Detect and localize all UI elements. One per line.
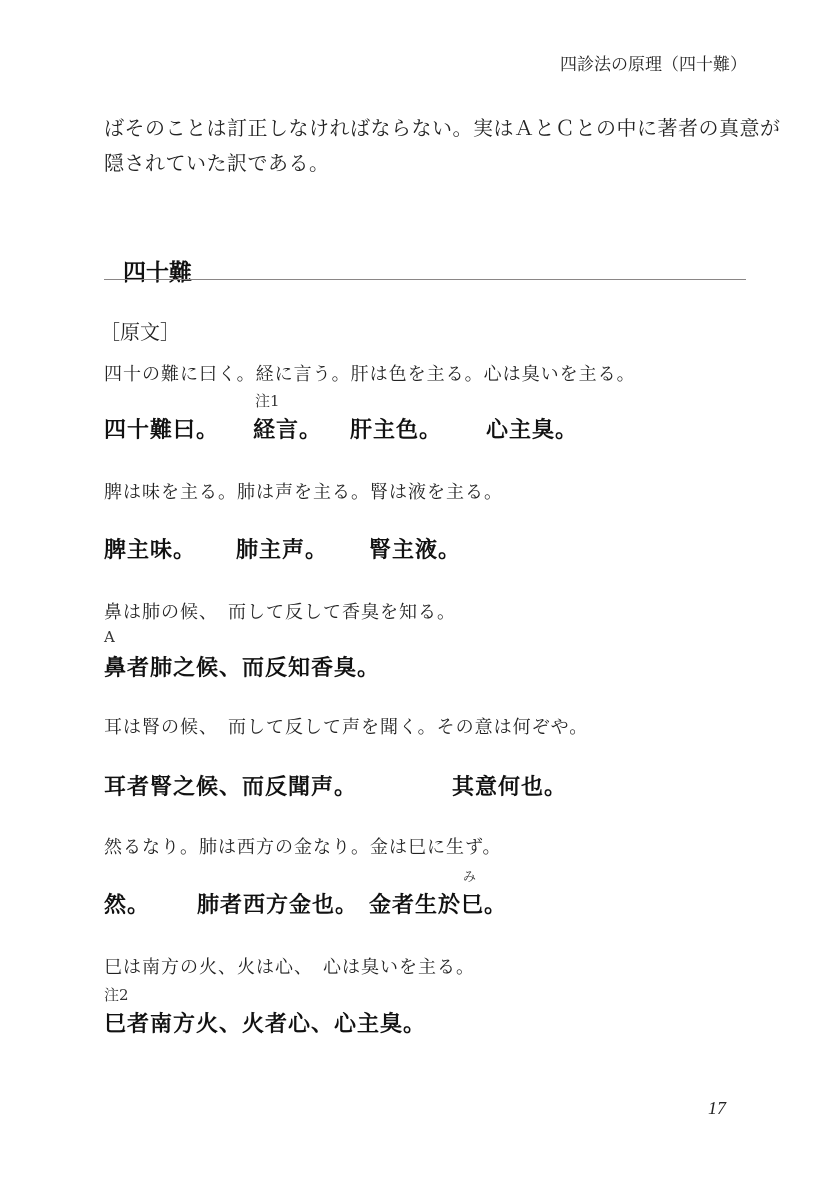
ruby-mi: み — [463, 870, 477, 885]
note-marker-1: 注1 — [255, 392, 280, 410]
original-line-4-b: 其意何也。 — [452, 774, 568, 800]
original-line-2-c: 腎主液。 — [369, 537, 462, 563]
original-line-5-a: 然。 — [104, 892, 151, 918]
running-head: 四診法の原理（四十難） — [560, 55, 747, 75]
original-line-1-c: 肝主色。 — [350, 417, 443, 443]
translation-line-1: 四十の難に曰く。経に言う。肝は色を主る。心は臭いを主る。 — [104, 364, 636, 385]
original-line-3: 鼻者肺之候、而反知香臭。 — [104, 655, 381, 681]
translation-line-5: 然るなり。肺は西方の金なり。金は巳に生ず。 — [104, 837, 502, 858]
original-line-5-c: 金者生於巳。 — [369, 892, 508, 918]
section-divider — [104, 279, 746, 280]
original-line-4-a: 耳者腎之候、而反聞声。 — [104, 774, 358, 800]
original-line-2-a: 脾主味。 — [104, 537, 197, 563]
original-text-subheading: ［原文］ — [100, 320, 180, 344]
note-marker-a: A — [104, 628, 115, 646]
translation-line-3: 鼻は肺の候、 而して反して香臭を知る。 — [104, 602, 456, 623]
translation-line-4: 耳は腎の候、 而して反して声を聞く。その意は何ぞや。 — [104, 717, 589, 738]
original-line-1-a: 四十難曰。 — [104, 417, 220, 443]
section-title: 四十難 — [123, 260, 192, 286]
original-line-1-b: 経言。 — [253, 417, 323, 443]
original-line-1-d: 心主臭。 — [486, 417, 579, 443]
page-number: 17 — [708, 1098, 726, 1118]
original-line-2-b: 肺主声。 — [236, 537, 329, 563]
original-line-5-b: 肺者西方金也。 — [197, 892, 359, 918]
translation-line-2: 脾は味を主る。肺は声を主る。腎は液を主る。 — [104, 482, 503, 503]
original-line-6: 巳者南方火、火者心、心主臭。 — [104, 1011, 427, 1037]
translation-line-6: 巳は南方の火、火は心、 心は臭いを主る。 — [104, 957, 475, 978]
intro-line-1: ばそのことは訂正しなければならない。実はＡとＣとの中に著者の真意が — [104, 116, 781, 140]
note-marker-2: 注2 — [104, 986, 129, 1004]
intro-line-2: 隠されていた訳である。 — [104, 151, 330, 175]
